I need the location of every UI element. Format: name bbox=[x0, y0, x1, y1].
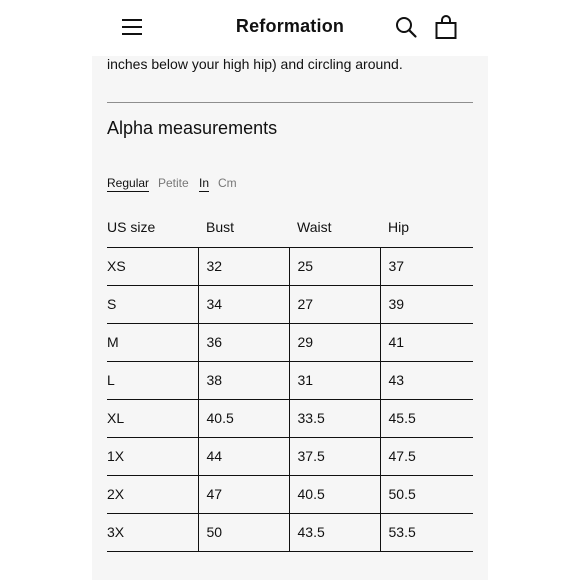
cell-hip: 45.5 bbox=[380, 399, 473, 437]
cell-bust: 40.5 bbox=[198, 399, 289, 437]
cell-hip: 43 bbox=[380, 361, 473, 399]
hamburger-menu-icon[interactable] bbox=[122, 17, 144, 37]
header-hip: Hip bbox=[380, 208, 473, 247]
cell-bust: 44 bbox=[198, 437, 289, 475]
cell-size: XS bbox=[107, 247, 198, 285]
cell-waist: 33.5 bbox=[289, 399, 380, 437]
cell-bust: 50 bbox=[198, 513, 289, 551]
cell-hip: 39 bbox=[380, 285, 473, 323]
cell-waist: 29 bbox=[289, 323, 380, 361]
cell-hip: 41 bbox=[380, 323, 473, 361]
cell-size: XL bbox=[107, 399, 198, 437]
cell-size: 1X bbox=[107, 437, 198, 475]
cell-bust: 32 bbox=[198, 247, 289, 285]
cell-size: 3X bbox=[107, 513, 198, 551]
tab-regular[interactable]: Regular bbox=[107, 176, 150, 190]
measurement-instructions: inches below your high hip) and circling around. bbox=[107, 56, 403, 72]
cell-bust: 47 bbox=[198, 475, 289, 513]
tab-petite[interactable]: Petite bbox=[158, 176, 189, 190]
cell-hip: 37 bbox=[380, 247, 473, 285]
cell-waist: 25 bbox=[289, 247, 380, 285]
table-row bbox=[107, 285, 473, 323]
cell-waist: 37.5 bbox=[289, 437, 380, 475]
brand-logo[interactable]: Reformation bbox=[235, 16, 345, 36]
section-title: Alpha measurements bbox=[107, 118, 278, 138]
tab-unit-cm[interactable]: Cm bbox=[218, 176, 237, 190]
cell-size: S bbox=[107, 285, 198, 323]
header-bust: Bust bbox=[198, 208, 289, 247]
cell-waist: 27 bbox=[289, 285, 380, 323]
cell-bust: 36 bbox=[198, 323, 289, 361]
size-guide-panel bbox=[92, 56, 488, 580]
cell-size: 2X bbox=[107, 475, 198, 513]
cell-hip: 47.5 bbox=[380, 437, 473, 475]
tab-unit-inches[interactable]: In bbox=[199, 176, 210, 190]
table-row bbox=[107, 475, 473, 513]
top-nav-bar bbox=[0, 0, 580, 56]
cell-waist: 40.5 bbox=[289, 475, 380, 513]
table-row bbox=[107, 399, 473, 437]
table-row bbox=[107, 361, 473, 399]
cell-hip: 50.5 bbox=[380, 475, 473, 513]
cell-waist: 43.5 bbox=[289, 513, 380, 551]
cell-bust: 34 bbox=[198, 285, 289, 323]
table-row bbox=[107, 323, 473, 361]
shopping-bag-icon[interactable] bbox=[434, 14, 458, 40]
cell-waist: 31 bbox=[289, 361, 380, 399]
table-header-row bbox=[107, 208, 473, 247]
cell-size: M bbox=[107, 323, 198, 361]
cell-bust: 38 bbox=[198, 361, 289, 399]
search-icon[interactable] bbox=[394, 15, 418, 39]
section-divider bbox=[107, 102, 473, 103]
header-us-size: US size bbox=[107, 208, 198, 247]
table-row bbox=[107, 247, 473, 285]
header-waist: Waist bbox=[289, 208, 380, 247]
table-row bbox=[107, 513, 473, 551]
cell-size: L bbox=[107, 361, 198, 399]
cell-hip: 53.5 bbox=[380, 513, 473, 551]
table-row bbox=[107, 437, 473, 475]
alpha-measurements-table bbox=[107, 208, 473, 552]
